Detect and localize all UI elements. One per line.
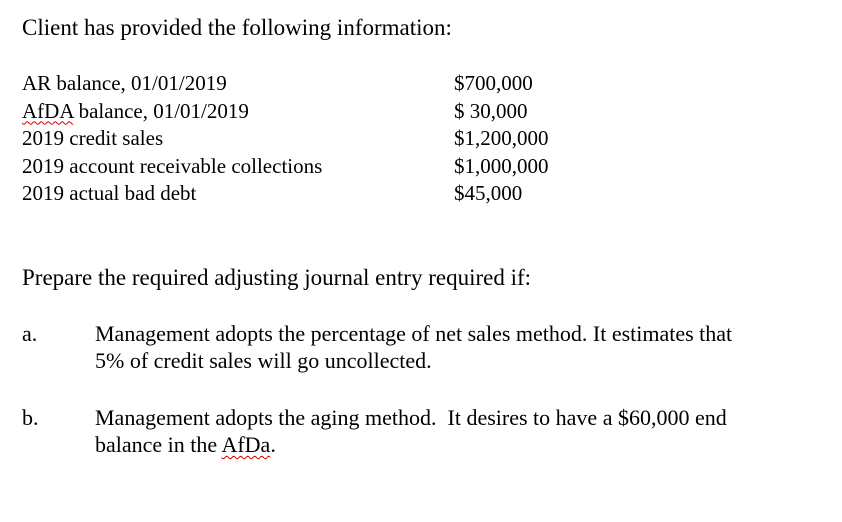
- info-label: 2019 account receivable collections: [22, 153, 323, 178]
- info-label: [22, 98, 249, 126]
- instruction-prompt: Prepare the required adjusting journal entry required if:: [22, 265, 532, 290]
- info-value: $45,000: [454, 181, 523, 205]
- task-marker: b.: [22, 405, 39, 430]
- info-row-ar-collections: [22, 153, 582, 181]
- info-row-ar-balance: [22, 70, 582, 98]
- task-marker: a.: [22, 321, 38, 346]
- task-line: [95, 431, 795, 458]
- info-label: 2019 actual bad debt: [22, 181, 197, 205]
- task-line-start: balance in the: [95, 432, 222, 457]
- info-row-bad-debt: [22, 180, 582, 208]
- info-label: AR balance, 01/01/2019: [22, 71, 227, 95]
- spellcheck-marked-word[interactable]: AfDa: [221, 432, 271, 457]
- task-line-end: .: [270, 432, 276, 457]
- task-text: [95, 404, 795, 458]
- task-line: Management adopts the percentage of net sales method. It estimates that: [95, 321, 733, 346]
- info-value: $1,000,000: [454, 153, 549, 178]
- info-value: $700,000: [454, 71, 533, 95]
- info-row-afda-balance: [22, 98, 582, 126]
- task-line: 5% of credit sales will go uncollected.: [95, 348, 432, 373]
- task-text: [95, 320, 795, 374]
- spellcheck-marked-word[interactable]: AfDA: [22, 98, 74, 123]
- info-label: 2019 credit sales: [22, 126, 164, 150]
- page-heading: Client has provided the following information:: [22, 15, 452, 40]
- info-label-rest: balance, 01/01/2019: [73, 98, 249, 123]
- info-row-credit-sales: [22, 125, 582, 153]
- client-info-table: [22, 70, 582, 208]
- info-value: $1,200,000: [454, 126, 549, 150]
- info-value: $ 30,000: [454, 98, 528, 123]
- task-line: Management adopts the aging method. It desires to have a $60,000 end: [95, 405, 727, 430]
